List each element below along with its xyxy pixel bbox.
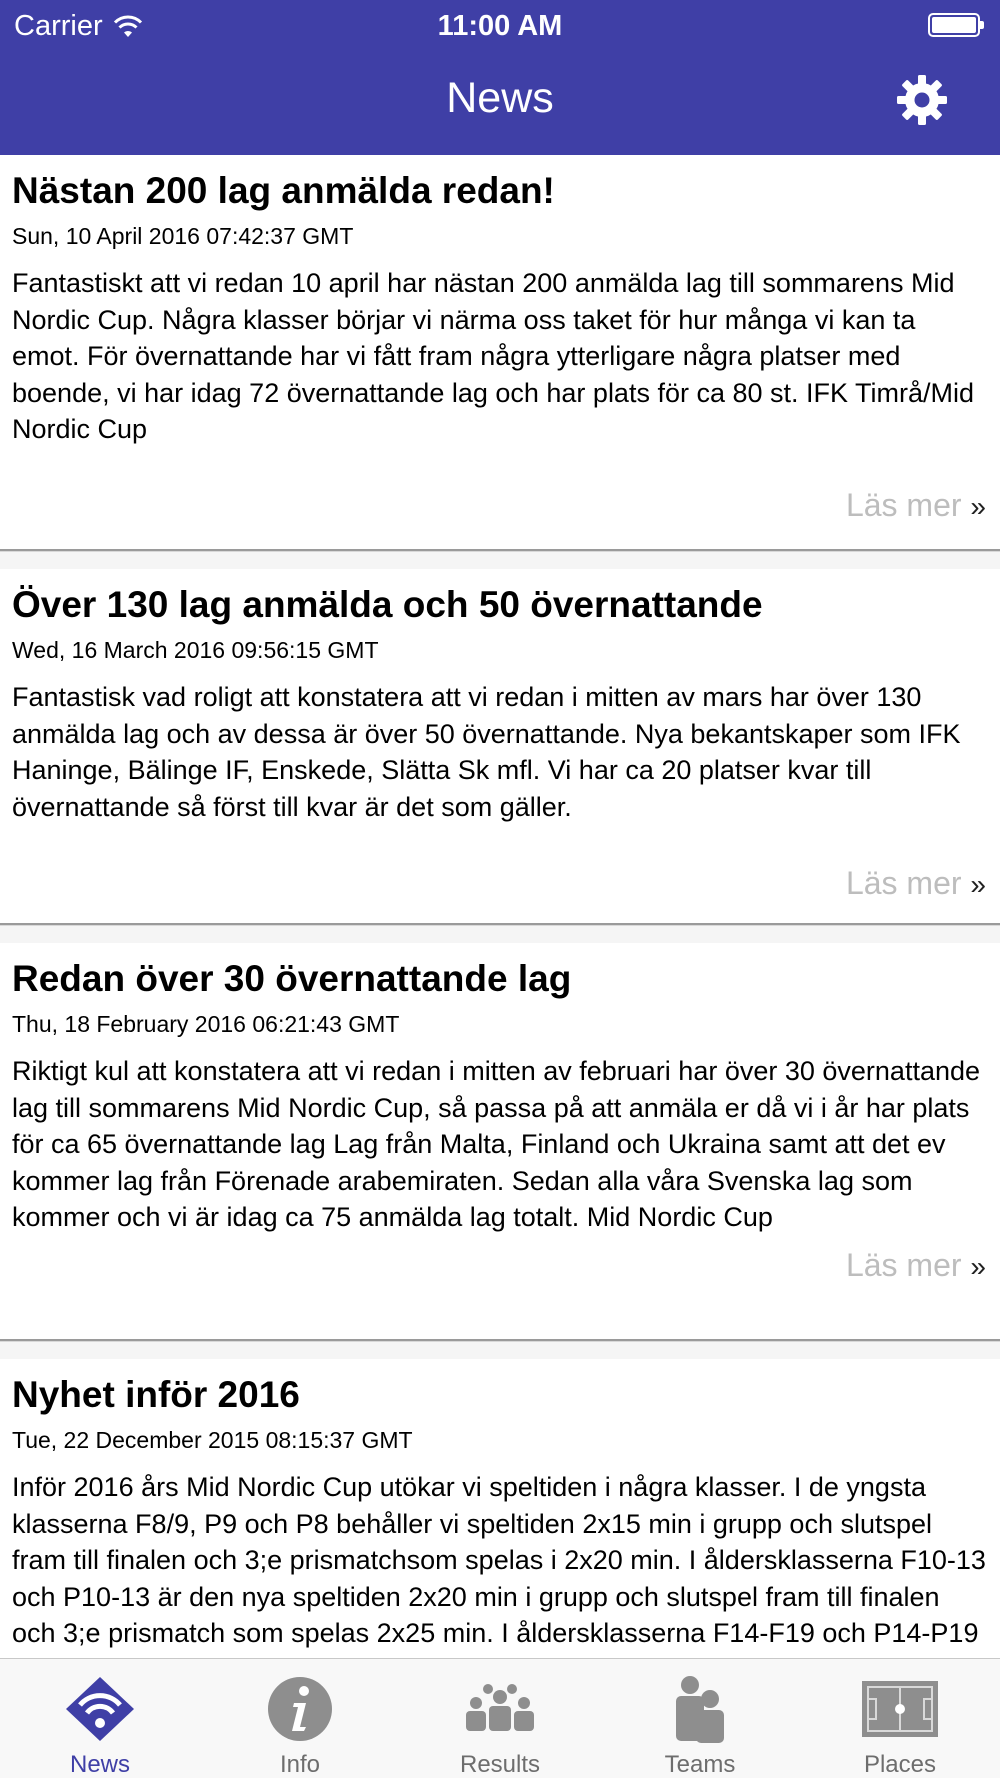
tab-info[interactable] bbox=[200, 1659, 400, 1778]
read-more-label: Läs mer bbox=[845, 487, 962, 523]
chevron-right-icon: » bbox=[970, 491, 986, 522]
status-time: 11:00 AM bbox=[437, 10, 563, 42]
battery-icon bbox=[928, 13, 984, 37]
tab-label: Places bbox=[863, 1751, 937, 1778]
tab-label: Teams bbox=[664, 1751, 736, 1778]
tab-results[interactable] bbox=[400, 1659, 600, 1778]
news-body: Riktigt kul att konstatera att vi redan i mitten av februari har över 30 övernattande lag till sommarens Mid Nordic Cup, så passa på att anmäla er då vi i år har plats för ca 65 övernattande lag Lag från Malta, Finland och Ukraina samt att det ev kommer lag från Förenade arabemiraten. Sedan alla våra Svenska lag som kommer och vi är idag ca 75 anmälda lag totalt. Mid Nordic Cup bbox=[12, 1056, 981, 1232]
news-list[interactable] bbox=[0, 155, 1000, 1658]
carrier-label: Carrier bbox=[14, 10, 103, 42]
read-more-link[interactable] bbox=[12, 485, 988, 527]
news-date: Tue, 22 December 2015 08:15:37 GMT bbox=[12, 1427, 413, 1453]
tab-bar bbox=[0, 1658, 1000, 1778]
field-icon bbox=[860, 1673, 940, 1745]
chevron-right-icon: » bbox=[970, 1251, 986, 1282]
gear-icon[interactable] bbox=[896, 74, 948, 126]
news-title: Redan över 30 övernattande lag bbox=[12, 958, 572, 999]
read-more-link[interactable] bbox=[12, 863, 988, 905]
read-more-link[interactable] bbox=[12, 1245, 988, 1287]
news-date: Sun, 10 April 2016 07:42:37 GMT bbox=[12, 223, 354, 249]
news-item[interactable] bbox=[0, 569, 1000, 925]
news-title: Nästan 200 lag anmälda redan! bbox=[12, 170, 555, 211]
news-body: Fantastisk vad roligt att konstatera att vi redan i mitten av mars har över 130 anmälda lag och av dessa är över 50 övernattande. Nya bekantskaper som IFK Haninge, Bälinge IF, Enskede, Slätta Sk mfl. Vi har ca 20 platser kvar till övernattande så först till kvar är det som gäller. bbox=[12, 682, 961, 822]
news-item[interactable] bbox=[0, 155, 1000, 551]
tab-label: News bbox=[69, 1751, 130, 1778]
chevron-right-icon: » bbox=[970, 869, 986, 900]
news-body: Inför 2016 års Mid Nordic Cup utökar vi speltiden i några klasser. I de yngsta klasserna F8/9, P9 och P8 behåller vi speltiden 2x15 min i grupp och slutspel fram till finalen och 3;e prismatchsom spelas i 2x20 min. I åldersklasserna F10-13 och P10-13 är den nya speltiden 2x20 min i grupp och slutspel fram till finalen och 3;e prismatch som spelas 2x25 min. I åldersklasserna F14-F19 och P14-P19 bbox=[12, 1472, 986, 1648]
top-bar bbox=[0, 0, 1000, 155]
group-people-icon bbox=[460, 1673, 540, 1745]
status-bar bbox=[0, 0, 1000, 52]
news-title: Nyhet inför 2016 bbox=[12, 1374, 300, 1415]
news-body: Fantastiskt att vi redan 10 april har nästan 200 anmälda lag till sommarens Mid Nordic Cup. Några klasser börjar vi närma oss taket för hur många vi kan ta emot. För övernattande har vi fått fram några ytterligare några platser med boende, vi har idag 72 övernattande lag och har plats för ca 80 st. IFK Timrå/Mid Nordic Cup bbox=[12, 268, 975, 444]
news-date: Wed, 16 March 2016 09:56:15 GMT bbox=[12, 637, 379, 663]
tab-places[interactable] bbox=[800, 1659, 1000, 1778]
wifi-broadcast-icon bbox=[60, 1673, 140, 1745]
info-icon bbox=[260, 1673, 340, 1745]
read-more-label: Läs mer bbox=[845, 865, 962, 901]
news-title: Över 130 lag anmälda och 50 övernattande bbox=[12, 584, 763, 625]
tab-news[interactable] bbox=[0, 1659, 200, 1778]
read-more-label: Läs mer bbox=[845, 1247, 962, 1283]
team-people-icon bbox=[660, 1673, 740, 1745]
tab-label: Info bbox=[279, 1751, 321, 1778]
tab-teams[interactable] bbox=[600, 1659, 800, 1778]
tab-label: Results bbox=[459, 1751, 541, 1778]
news-item[interactable] bbox=[0, 943, 1000, 1341]
news-date: Thu, 18 February 2016 06:21:43 GMT bbox=[12, 1011, 400, 1037]
page-title: News bbox=[446, 74, 554, 122]
